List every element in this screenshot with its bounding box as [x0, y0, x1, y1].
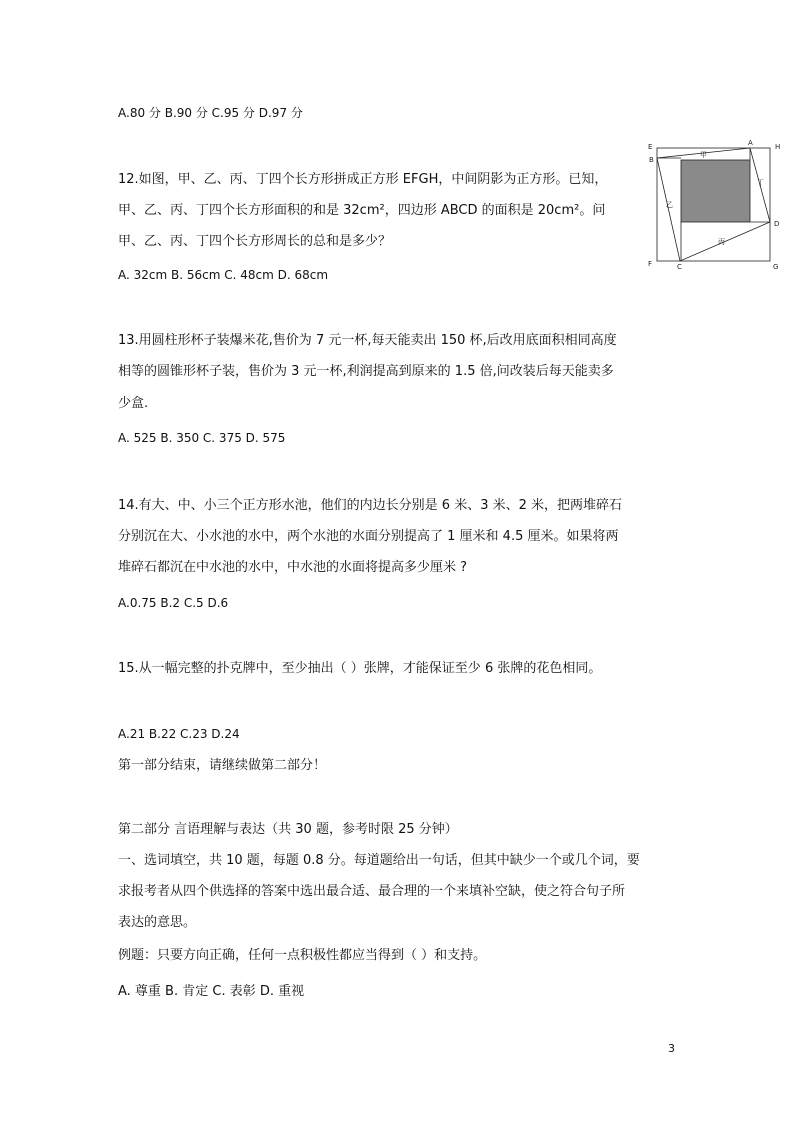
- q13-text-2: 相等的圆锥形杯子装，售价为 3 元一杯,利润提高到原来的 1.5 倍,问改装后每天能卖多: [118, 364, 614, 379]
- part2-intro-1: 一、选词填空，共 10 题，每题 0.8 分。每道题给出一句话，但其中缺少一个或几个词，要: [118, 853, 640, 868]
- label-jia: 甲: [700, 151, 707, 159]
- part2-title: 第二部分 言语理解与表达（共 30 题，参考时限 25 分钟）: [118, 822, 458, 837]
- label-h: H: [775, 143, 781, 151]
- q12-text-2: 甲、乙、丙、丁四个长方形面积的和是 32cm²，四边形 ABCD 的面积是 20cm²。问: [118, 203, 606, 218]
- q12-options: A. 32cm B. 56cm C. 48cm D. 68cm: [118, 268, 329, 282]
- label-g: G: [773, 263, 779, 271]
- q12-text-1: 12.如图，甲、乙、丙、丁四个长方形拼成正方形 EFGH，中间阴影为正方形。已知，: [118, 172, 608, 187]
- label-e: E: [648, 143, 653, 151]
- label-b: B: [649, 156, 654, 164]
- q13-text-1: 13.用圆柱形杯子装爆米花,售价为 7 元一杯,每天能卖出 150 杯,后改用底面积相同高度: [118, 333, 617, 348]
- q14-options: A.0.75 B.2 C.5 D.6: [118, 596, 229, 610]
- q13-text-3: 少盒.: [118, 396, 149, 411]
- label-yi: 乙: [666, 201, 673, 209]
- example-options: A. 尊重 B. 肯定 C. 表彰 D. 重视: [118, 984, 305, 999]
- square-efgh-figure: [640, 135, 790, 275]
- q14-text-1: 14.有大、中、小三个正方形水池，他们的内边长分别是 6 米、3 米、2 米，把两堆碎石: [118, 498, 623, 513]
- label-d: D: [774, 220, 780, 228]
- part2-intro-3: 表达的意思。: [118, 915, 197, 930]
- q15-options: A.21 B.22 C.23 D.24: [118, 727, 240, 741]
- label-c: C: [677, 263, 682, 271]
- q15-text: 15.从一幅完整的扑克牌中，至少抽出（ ）张牌，才能保证至少 6 张牌的花色相同。: [118, 661, 602, 676]
- label-a: A: [748, 139, 753, 147]
- label-ding: 丁: [757, 179, 764, 187]
- q14-text-3: 堆碎石都沉在中水池的水中，中水池的水面将提高多少厘米 ?: [118, 560, 468, 575]
- q14-text-2: 分别沉在大、小水池的水中，两个水池的水面分别提高了 1 厘米和 4.5 厘米。如果将两: [118, 529, 619, 544]
- q13-options: A. 525 B. 350 C. 375 D. 575: [118, 431, 286, 445]
- example-question: 例题：只要方向正确，任何一点积极性都应当得到（ ）和支持。: [118, 948, 487, 963]
- label-f: F: [648, 260, 653, 268]
- part1-end-note: 第一部分结束，请继续做第二部分！: [118, 758, 327, 773]
- q11-options: A.80 分 B.90 分 C.95 分 D.97 分: [118, 106, 303, 120]
- q12-text-3: 甲、乙、丙、丁四个长方形周长的总和是多少？: [118, 234, 392, 249]
- shaded-square: [681, 160, 750, 222]
- label-bing: 丙: [718, 238, 725, 246]
- part2-intro-2: 求报考者从四个供选择的答案中选出最合适、最合理的一个来填补空缺，使之符合句子所: [118, 884, 626, 899]
- page-number: 3: [668, 1042, 675, 1055]
